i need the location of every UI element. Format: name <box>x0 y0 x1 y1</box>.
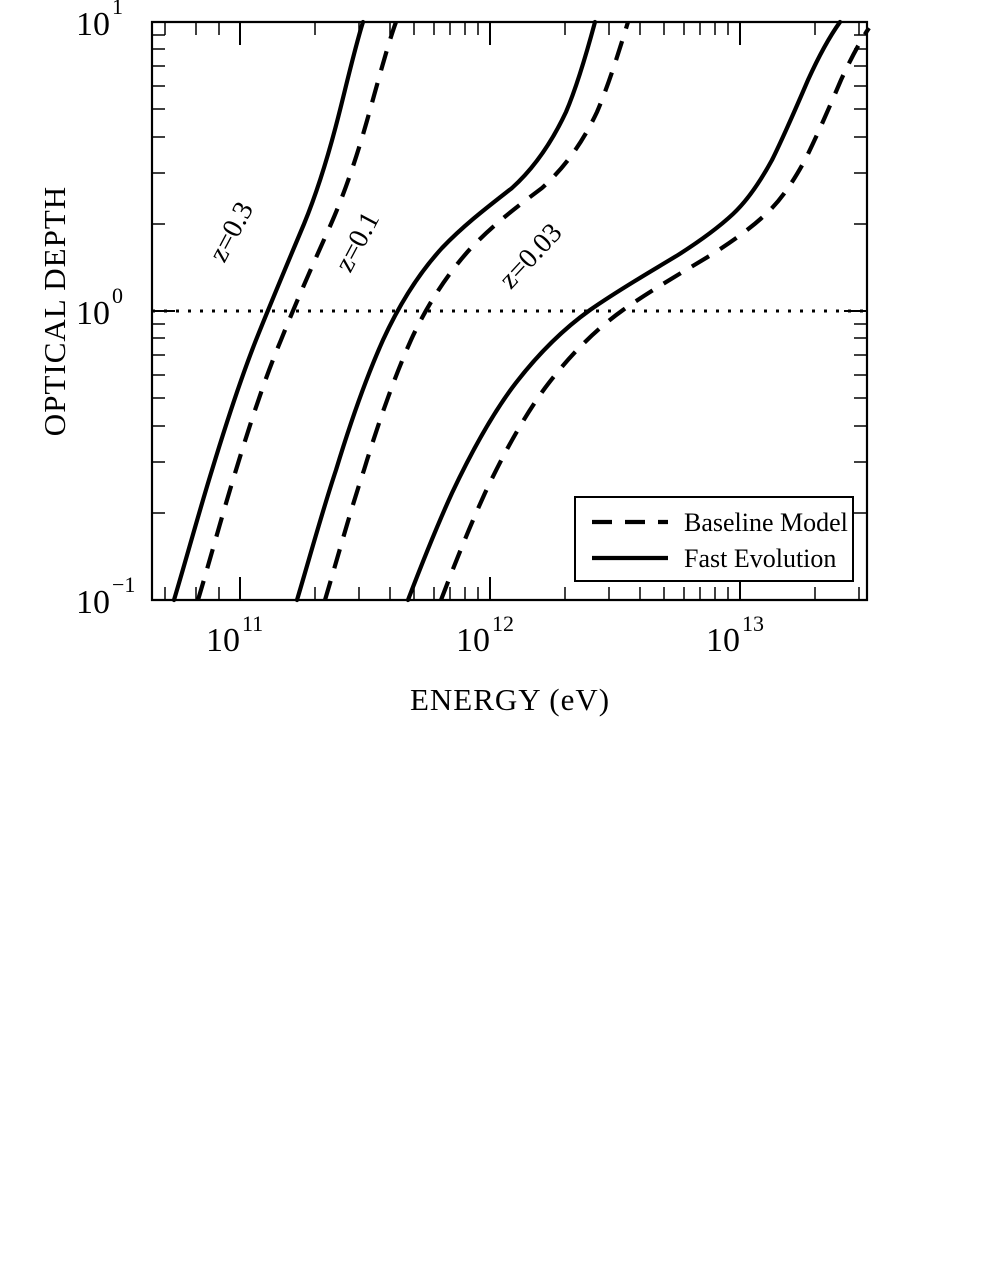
legend-label-fast-evolution: Fast Evolution <box>684 544 837 573</box>
annotation-z03 <box>203 197 260 267</box>
legend <box>575 497 853 581</box>
y-tick-label-0-exp: −1 <box>112 572 136 597</box>
y-tick-label-2 <box>76 0 123 43</box>
x-tick-label-0-exp: 11 <box>242 611 264 636</box>
y-tick-label-2-base: 10 <box>76 6 110 43</box>
x-tick-label-2-base: 10 <box>706 622 740 659</box>
annotation-z003 <box>493 217 568 295</box>
y-tick-label-2-exp: 1 <box>112 0 123 19</box>
x-tick-label-2 <box>706 611 764 659</box>
annotation-z03-label: z=0.3 <box>202 196 261 268</box>
x-tick-label-1 <box>456 611 514 659</box>
y-tick-label-1 <box>76 283 123 332</box>
x-tick-label-0-base: 10 <box>206 622 240 659</box>
annotation-z01-label: z=0.1 <box>328 206 387 278</box>
x-tick-label-2-exp: 13 <box>742 611 764 636</box>
x-tick-label-1-base: 10 <box>456 622 490 659</box>
x-tick-label-0 <box>206 611 263 659</box>
x-axis-title: ENERGY (eV) <box>409 682 611 717</box>
legend-label-baseline-model: Baseline Model <box>684 508 848 537</box>
y-tick-label-1-base: 10 <box>76 295 110 332</box>
y-axis-title: OPTICAL DEPTH <box>37 185 72 437</box>
annotation-z003-label: z=0.03 <box>493 217 569 296</box>
y-tick-label-1-exp: 0 <box>112 283 123 308</box>
x-tick-label-1-exp: 12 <box>492 611 514 636</box>
y-tick-label-0-base: 10 <box>76 584 110 621</box>
y-tick-label-0 <box>76 572 135 621</box>
annotation-z01 <box>329 207 386 277</box>
